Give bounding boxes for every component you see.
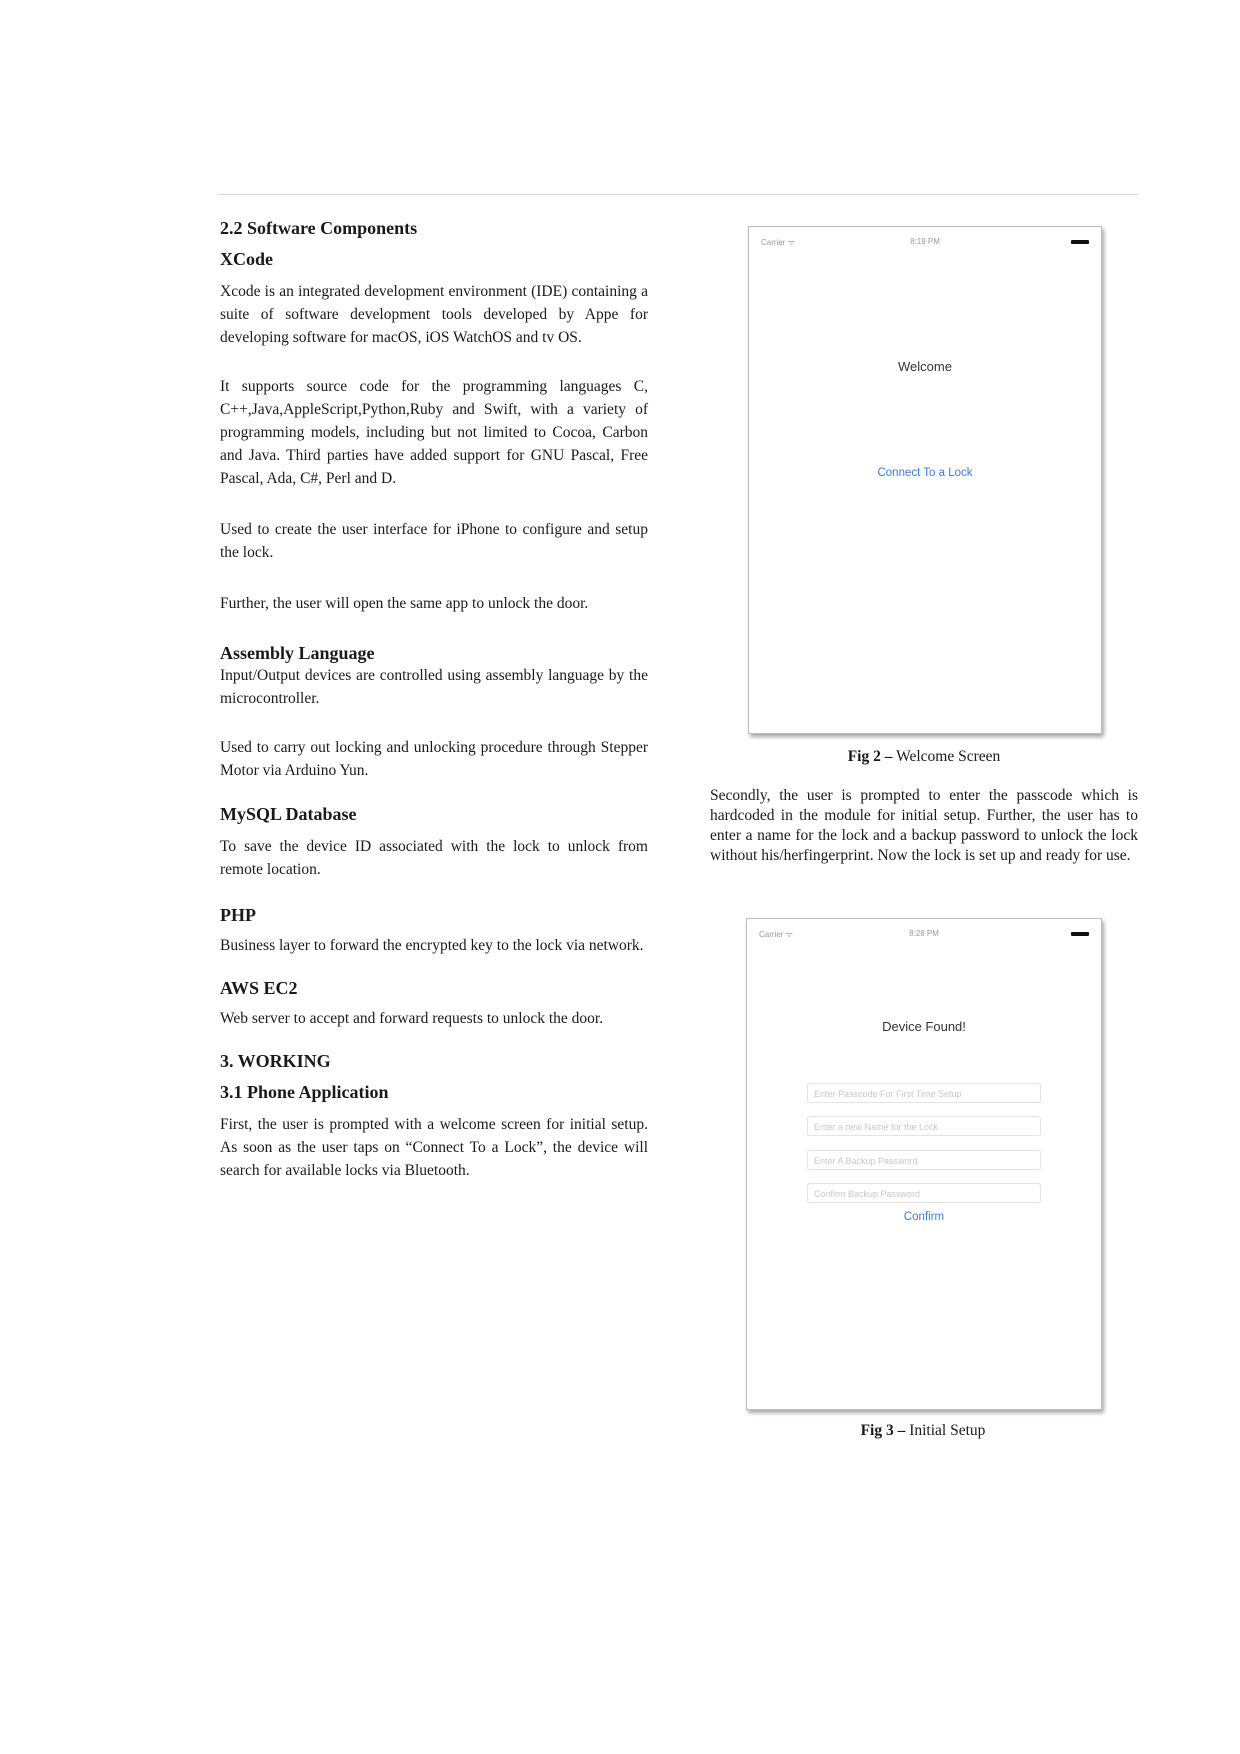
fig2-status-carrier: Carrier ᯤ: [761, 238, 795, 247]
xcode-paragraph-4: Further, the user will open the same app to unlock the door.: [220, 595, 589, 612]
working-heading: 3. WORKING: [220, 1051, 331, 1071]
fig2-caption-label: Fig 2 –: [847, 748, 893, 765]
aws-heading: AWS EC2: [220, 978, 298, 998]
assembly-heading: Assembly Language: [220, 643, 375, 663]
fig3-status-bar: [757, 929, 1091, 939]
welcome-label: Welcome: [898, 359, 952, 374]
device-found-title: Device Found!: [882, 1019, 966, 1034]
passcode-field[interactable]: Enter Passcode For First Time Setup: [807, 1083, 1041, 1103]
section-title: 2.2 Software Components: [220, 218, 418, 238]
fig2-welcome-screenshot: [748, 226, 1102, 734]
fig3-caption: [746, 1422, 1100, 1440]
php-heading: PHP: [220, 905, 256, 925]
xcode-paragraph-3: Used to create the user interface for iPhone to configure and setup the lock.: [220, 521, 648, 561]
backup-password-field[interactable]: Enter A Backup Password: [807, 1150, 1041, 1170]
phone-app-heading: 3.1 Phone Application: [220, 1082, 389, 1102]
fig2-status-time: 8:19 PM: [910, 237, 940, 246]
xcode-paragraph-2: It supports source code for the programming languages C, C++,Java,AppleScript,Python,Ruby and Swift, with a variety of programming models, including but not limited to Cocoa, Carbon and Java. Third parties have added support for GNU Pascal, Free Pascal, Ada, C#, Perl and D.: [220, 378, 648, 487]
fig3-status-time: 8:28 PM: [909, 929, 939, 938]
xcode-paragraph-1: Xcode is an integrated development environment (IDE) containing a suite of software development tools developed by Appe for developing software for macOS, iOS WatchOS and tv OS.: [220, 283, 648, 346]
fig2-status-bar: [759, 237, 1091, 247]
phone-app-paragraph: First, the user is prompted with a welcome screen for initial setup. As soon as the user taps on “Connect To a Lock”, the device will search for available locks via Bluetooth.: [220, 1116, 648, 1179]
xcode-heading: XCode: [220, 249, 273, 269]
aws-paragraph: Web server to accept and forward requests to unlock the door.: [220, 1010, 604, 1027]
fig3-status-carrier: Carrier ᯤ: [759, 930, 793, 939]
battery-icon: [1071, 932, 1089, 936]
mysql-paragraph: To save the device ID associated with the lock to unlock from remote location.: [220, 838, 648, 878]
mysql-heading: MySQL Database: [220, 804, 357, 824]
fig3-setup-screenshot: [746, 918, 1102, 1410]
confirm-button[interactable]: Confirm: [903, 1211, 945, 1223]
assembly-paragraph-1: Input/Output devices are controlled using assembly language by the microcontroller.: [220, 667, 648, 707]
fig3-caption-label: Fig 3 –: [860, 1422, 906, 1439]
battery-icon: [1071, 240, 1089, 244]
fig2-caption: [748, 748, 1100, 766]
left-column: [220, 214, 648, 1204]
confirm-password-field[interactable]: Confirm Backup Password: [807, 1183, 1041, 1203]
lock-name-field[interactable]: Enter a new Name for the Lock: [807, 1116, 1041, 1136]
fig3-caption-text: Initial Setup: [909, 1422, 986, 1439]
top-rule: [218, 194, 1138, 195]
fig2-caption-text: Welcome Screen: [896, 748, 1001, 765]
assembly-paragraph-2: Used to carry out locking and unlocking procedure through Stepper Motor via Arduino Yun.: [220, 739, 648, 779]
connect-to-lock-button[interactable]: Connect To a Lock: [877, 467, 973, 479]
setup-paragraph: Secondly, the user is prompted to enter the passcode which is hardcoded in the module for initial setup. Further, the user has to enter a name for the lock and a backup password to unlock the lock without his/herfingerprint. Now the lock is set up and ready for use.: [710, 787, 1138, 864]
right-column-text: [710, 786, 1138, 888]
php-paragraph: Business layer to forward the encrypted key to the lock via network.: [220, 937, 644, 954]
